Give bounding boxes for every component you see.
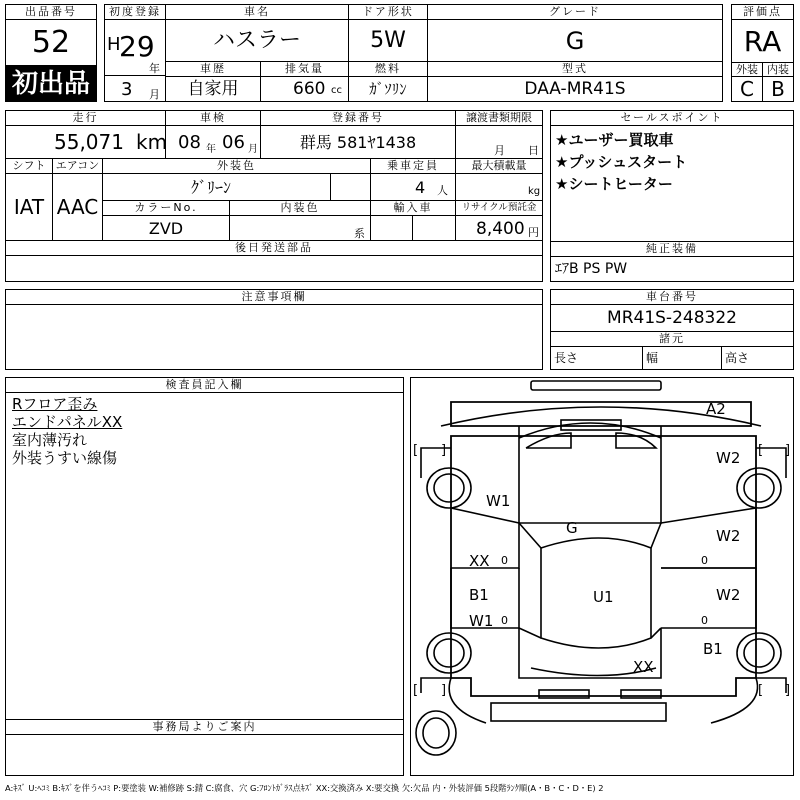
bracket-open: [: [413, 683, 419, 698]
shift-label: シフト: [5, 158, 53, 174]
damage-mark: W2: [716, 586, 741, 604]
capacity: 4: [415, 178, 426, 197]
month-unit: 月: [149, 88, 160, 101]
notes-area: [5, 304, 543, 370]
lot-number: 52: [5, 19, 97, 66]
first-registration-year: 29: [119, 30, 155, 63]
damage-mark: W2: [716, 527, 741, 545]
recycle-fee: 8,400: [476, 219, 525, 239]
history-label: 車歴: [165, 61, 261, 77]
color-number: ZVD: [102, 215, 230, 241]
exterior-color-label: 外装色: [102, 158, 371, 174]
inspector-note: Rフロア歪み: [12, 395, 98, 413]
spec-height-label: 高さ: [721, 346, 794, 370]
max-load-label: 最大積載量: [455, 158, 543, 174]
zero-mark: 0: [701, 614, 708, 627]
damage-mark: XX: [469, 552, 490, 570]
first-registration-label: 初度登録: [104, 4, 166, 20]
transfer-day-unit: 日: [528, 144, 539, 157]
bracket-open: [: [758, 443, 764, 458]
score: RA: [731, 19, 794, 63]
inspection-year-unit: 年: [206, 144, 216, 155]
color-number-label: カラーNo.: [102, 200, 230, 216]
door-type: 5W: [348, 19, 428, 62]
interior-label: 内装: [762, 62, 794, 77]
spec-width-label: 幅: [642, 346, 722, 370]
inspector-notes-label: 検査員記入欄: [5, 377, 404, 393]
exterior-rating: C: [731, 76, 763, 102]
later-parts-area: [5, 255, 543, 282]
bracket-close: ]: [785, 683, 791, 698]
damage-mark: W1: [469, 612, 494, 630]
registration-number-label: 登録番号: [260, 110, 456, 126]
sales-point: ★プッシュスタート: [555, 153, 688, 171]
year-unit: 年: [149, 62, 160, 75]
zero-mark: 0: [501, 614, 508, 627]
interior-color-label: 内装色: [229, 200, 371, 216]
mileage: 55,071: [54, 130, 124, 154]
mileage-unit: km: [136, 130, 168, 154]
mileage-cell: [5, 125, 166, 159]
import-label: 輸入車: [370, 200, 456, 216]
interior-rating: B: [762, 76, 794, 102]
office-notice-label: 事務局よりご案内: [5, 719, 404, 735]
inspector-note: エンドパネルXX: [12, 413, 123, 431]
import-cell-1: [370, 215, 413, 241]
displacement-unit: cc: [331, 85, 342, 96]
damage-mark: B1: [703, 640, 723, 658]
zero-mark: 0: [501, 554, 508, 567]
air-conditioner: AAC: [52, 173, 103, 241]
interior-color-unit: 系: [354, 227, 365, 240]
capacity-label: 乗車定員: [370, 158, 456, 174]
exterior-color: ｸﾞﾘｰﾝ: [102, 173, 331, 201]
exterior-label: 外装: [731, 62, 763, 77]
car-damage-diagram: [411, 378, 793, 775]
mileage-label: 走行: [5, 110, 166, 126]
car-name-label: 車名: [165, 4, 349, 20]
bracket-close: ]: [441, 683, 447, 698]
notes-label: 注意事項欄: [5, 289, 543, 305]
grade-label: グレード: [427, 4, 723, 20]
damage-mark: G: [566, 519, 578, 537]
shift: IAT: [5, 173, 53, 241]
sales-point: ★シートヒーター: [555, 175, 673, 193]
damage-mark: W2: [716, 449, 741, 467]
era: H: [107, 34, 121, 55]
sales-points-area: [550, 125, 794, 242]
fuel-label: 燃料: [348, 61, 428, 77]
inspection-month-unit: 月: [248, 144, 258, 155]
recycle-unit: 円: [528, 226, 539, 239]
damage-mark: A2: [706, 400, 726, 418]
grade: G: [427, 19, 723, 62]
exterior-color-extra: [330, 173, 371, 201]
transfer-month-unit: 月: [494, 144, 505, 157]
interior-color-cell: [229, 215, 371, 241]
import-cell-2: [412, 215, 456, 241]
door-label: ドア形状: [348, 4, 428, 20]
bracket-open: [: [758, 683, 764, 698]
capacity-unit: 人: [437, 184, 448, 197]
transfer-deadline-label: 譲渡書類期限: [455, 110, 543, 126]
damage-mark: B1: [469, 586, 489, 604]
recycle-cell: [455, 215, 543, 241]
inspection-label: 車検: [165, 110, 261, 126]
damage-legend: A:ｷｽﾞ U:ﾍｺﾐ B:ｷｽﾞを伴うﾍｺﾐ P:要塗装 W:補修跡 S:錆 C:腐食、穴 G:ﾌﾛﾝﾄｶﾞﾗｽ点ｷｽﾞ XX:交換済み X:要交換 欠:欠品 内・外装評価 5段階ﾗﾝｸ順(A・B・C・D・E) 2: [5, 783, 604, 793]
lot-number-label: 出品番号: [5, 4, 97, 20]
chassis-number-label: 車台番号: [550, 289, 794, 305]
damage-mark: W1: [486, 492, 511, 510]
damage-diagram-frame: [410, 377, 794, 776]
equipment: ｴｱB PS PW: [550, 256, 794, 282]
max-load-unit: kg: [528, 186, 541, 197]
bracket-close: ]: [785, 443, 791, 458]
equipment-label: 純正装備: [550, 241, 794, 257]
damage-mark: U1: [593, 588, 614, 606]
model-code: DAA-MR41S: [427, 76, 723, 102]
damage-mark: XX: [633, 658, 654, 676]
displacement: 660: [293, 79, 326, 99]
first-registration-month-cell: [104, 75, 166, 102]
bracket-close: ]: [441, 443, 447, 458]
first-registration-year-cell: [104, 19, 166, 76]
inspector-note: 外装うすい線傷: [12, 449, 118, 467]
first-registration-month: 3: [121, 79, 133, 100]
inspector-note: 室内薄汚れ: [12, 431, 88, 449]
spec-length-label: 長さ: [550, 346, 643, 370]
inspection-year: 08: [178, 132, 201, 153]
first-listing-badge: 初出品: [5, 66, 97, 102]
fuel: ｶﾞｿﾘﾝ: [348, 76, 428, 102]
capacity-cell: [370, 173, 456, 201]
later-parts-label: 後日発送部品: [5, 240, 543, 256]
history: 自家用: [165, 76, 261, 102]
sales-point: ★ユーザー買取車: [555, 131, 674, 149]
recycle-label: リサイクル預託金: [455, 200, 543, 216]
inspector-notes-area: [5, 392, 404, 720]
sales-points-label: セールスポイント: [550, 110, 794, 126]
max-load-cell: [455, 173, 543, 201]
office-notice-area: [5, 734, 404, 776]
registration-number: 群馬 581ﾔ1438: [260, 125, 456, 159]
displacement-label: 排気量: [260, 61, 349, 77]
ac-label: エアコン: [52, 158, 103, 174]
inspection-cell: [165, 125, 261, 159]
model-label: 型式: [427, 61, 723, 77]
displacement-cell: [260, 76, 349, 102]
score-label: 評価点: [731, 4, 794, 20]
specs-label: 諸元: [550, 331, 794, 347]
chassis-number: MR41S-248322: [550, 304, 794, 332]
inspection-month: 06: [222, 132, 245, 153]
car-name: ハスラー: [165, 19, 349, 62]
bracket-open: [: [413, 443, 419, 458]
transfer-deadline-cell: [455, 125, 543, 159]
zero-mark: 0: [701, 554, 708, 567]
